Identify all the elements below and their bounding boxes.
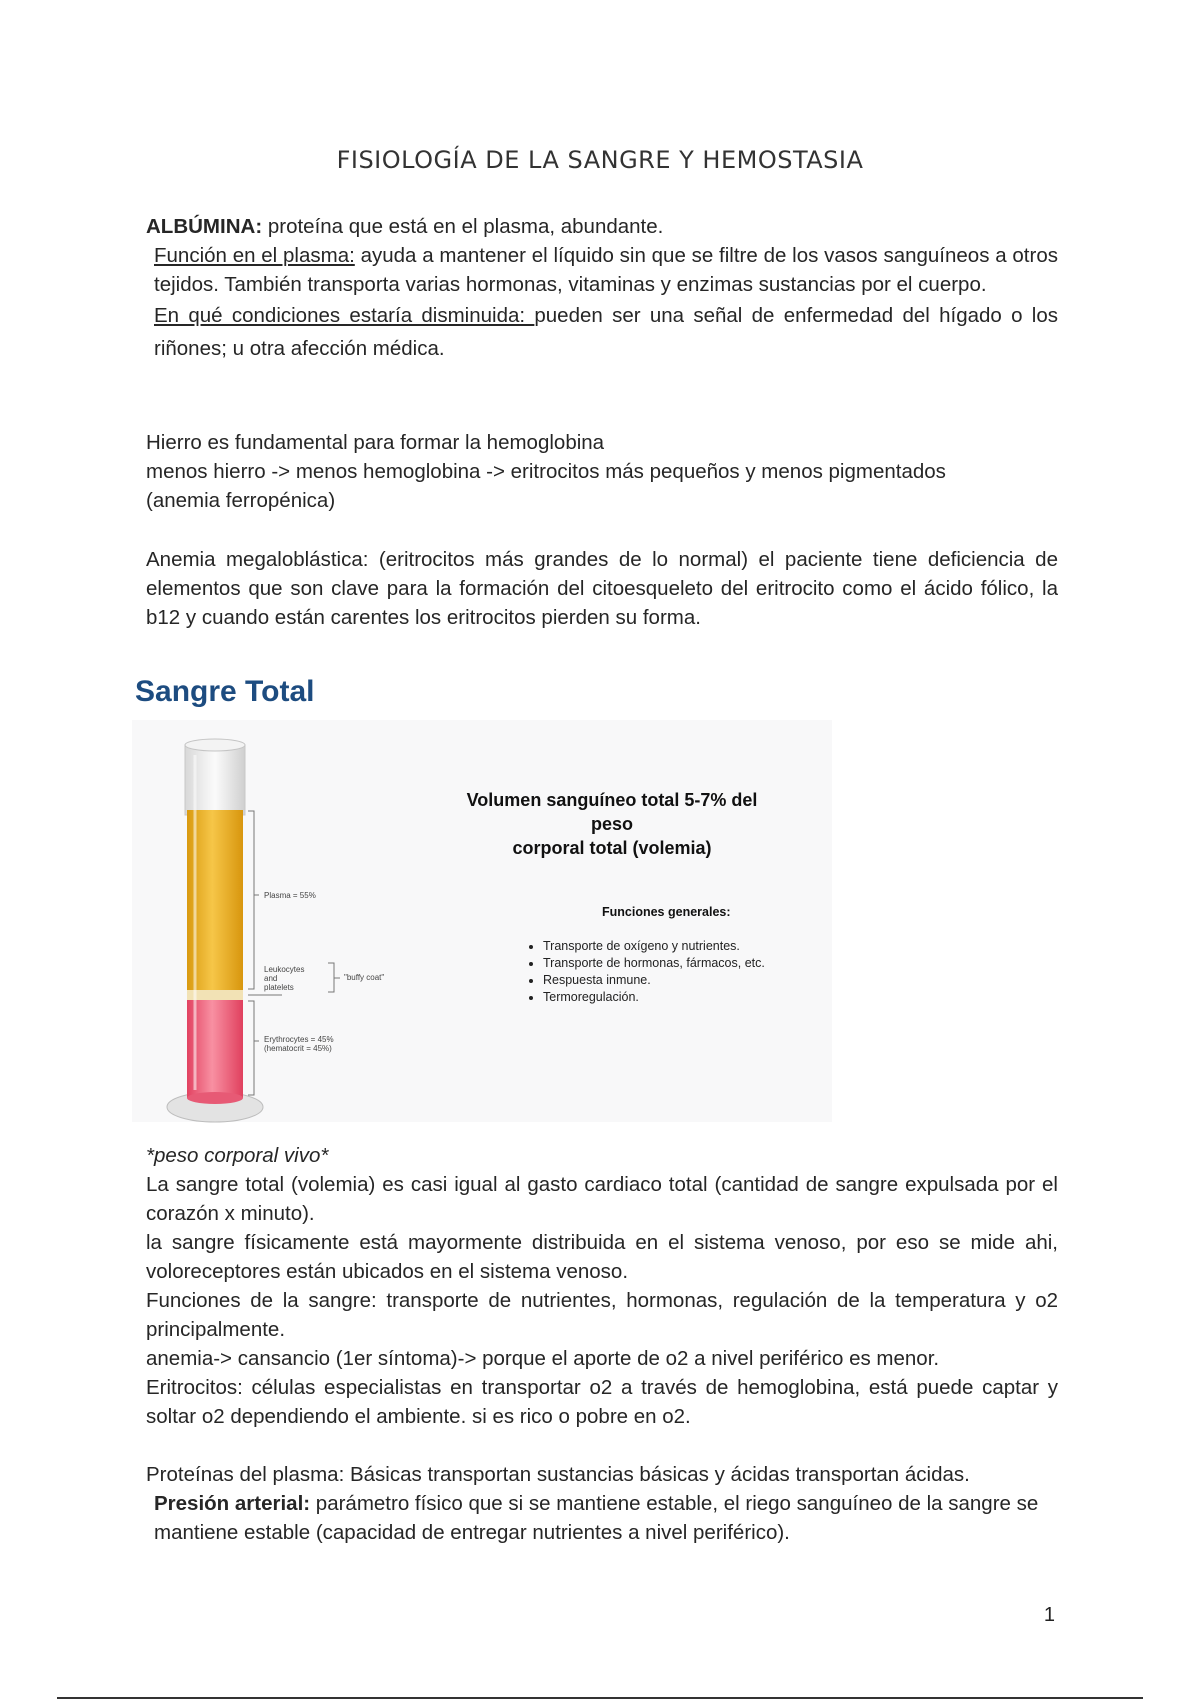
sangre-notes-section xyxy=(146,1141,1058,1547)
funciones-generales-list xyxy=(527,938,765,1006)
volumen-heading: Volumen sanguíneo total 5-7% del peso corporal total (volemia) xyxy=(466,790,758,858)
anemia-paragraph: anemia-> cansancio (1er síntoma)-> porque el aporte de o2 a nivel periférico es menor. xyxy=(146,1347,940,1370)
presion-label: Presión arterial: xyxy=(154,1492,311,1515)
erythrocyte-bottom xyxy=(187,1092,243,1104)
buffy-coat-label: "buffy coat" xyxy=(344,973,385,982)
hierro-line-1: Hierro es fundamental para formar la hemoglobina xyxy=(146,431,605,454)
proteinas-paragraph: Proteínas del plasma: Básicas transportan sustancias básicas y ácidas transportan ácidas. xyxy=(146,1463,970,1486)
funciones-generales-title: Funciones generales: xyxy=(602,905,731,919)
hierro-line-2: menos hierro -> menos hemoglobina -> eritrocitos más pequeños y menos pigmentados xyxy=(146,460,946,483)
graduated-cylinder-diagram xyxy=(162,735,402,1125)
plasma-label: Plasma = 55% xyxy=(264,891,316,900)
venoso-paragraph: la sangre físicamente está mayormente distribuida en el sistema venoso, por eso se mide ahi, voloreceptores están ubicados en el sistema venoso. xyxy=(146,1231,1058,1283)
hierro-line-3: (anemia ferropénica) xyxy=(146,489,336,512)
megaloblastica-paragraph: Anemia megaloblástica: (eritrocitos más grandes de lo normal) el paciente tiene deficiencia de elementos que son clave para la formación del citoesqueleto del eritrocito como el ácido fólico, la b12 y cuando están carentes los eritrocitos pierden su forma. xyxy=(146,548,1058,629)
volemia-paragraph: La sangre total (volemia) es casi igual al gasto cardiaco total (cantidad de sangre expulsada por el corazón x minuto). xyxy=(146,1173,1058,1225)
cylinder-rim xyxy=(185,739,245,751)
sangre-total-figure xyxy=(132,675,832,1125)
funcion-label: Función en el plasma: xyxy=(154,244,355,267)
albumina-condiciones: En qué condiciones estaría disminuida: pueden ser una señal de enfermedad del hígado o los riñones; u otra afección médica. xyxy=(154,304,1058,360)
leukocytes-label: Leukocytes and platelets xyxy=(264,965,305,992)
page-title: FISIOLOGÍA DE LA SANGRE Y HEMOSTASIA xyxy=(336,146,864,174)
hierro-section xyxy=(146,428,1058,515)
peso-corporal-note: *peso corporal vivo* xyxy=(146,1144,329,1167)
albumina-section xyxy=(146,212,1058,365)
albumina-definition: ALBÚMINA: proteína que está en el plasma, abundante. xyxy=(146,215,664,238)
albumina-funcion: Función en el plasma: ayuda a mantener el líquido sin que se filtre de los vasos sanguíneos a otros tejidos. También transporta varias hormonas, vitaminas y enzimas sustancias por el cuerpo. xyxy=(154,244,1058,296)
eritrocitos-paragraph: Eritrocitos: células especialistas en transportar o2 a través de hemoglobina, está puede captar y soltar o2 dependiendo el ambiente. si es rico o pobre en o2. xyxy=(146,1376,1058,1428)
figure-title: Sangre Total xyxy=(135,675,315,708)
presion-paragraph: Presión arterial: parámetro físico que si se mantiene estable, el riego sanguíneo de la sangre se mantiene estable (capacidad de entregar nutrientes a nivel periférico). xyxy=(154,1492,1039,1544)
list-item: • Termoregulación. xyxy=(543,989,765,1006)
condiciones-label: En qué condiciones estaría disminuida: xyxy=(154,304,535,327)
erythrocytes-label: Erythrocytes = 45% (hematocrit = 45%) xyxy=(264,1035,334,1053)
list-item: • Transporte de oxígeno y nutrientes. xyxy=(543,938,765,955)
page-number: 1 xyxy=(1043,1604,1055,1626)
spacer xyxy=(146,1431,1058,1460)
footer-divider xyxy=(57,1697,1143,1699)
list-item: • Transporte de hormonas, fármacos, etc. xyxy=(543,955,765,972)
funciones-paragraph: Funciones de la sangre: transporte de nutrientes, hormonas, regulación de la temperatura y o2 principalmente. xyxy=(146,1289,1058,1341)
list-item: • Respuesta inmune. xyxy=(543,972,765,989)
albumina-term: ALBÚMINA: xyxy=(146,215,263,238)
